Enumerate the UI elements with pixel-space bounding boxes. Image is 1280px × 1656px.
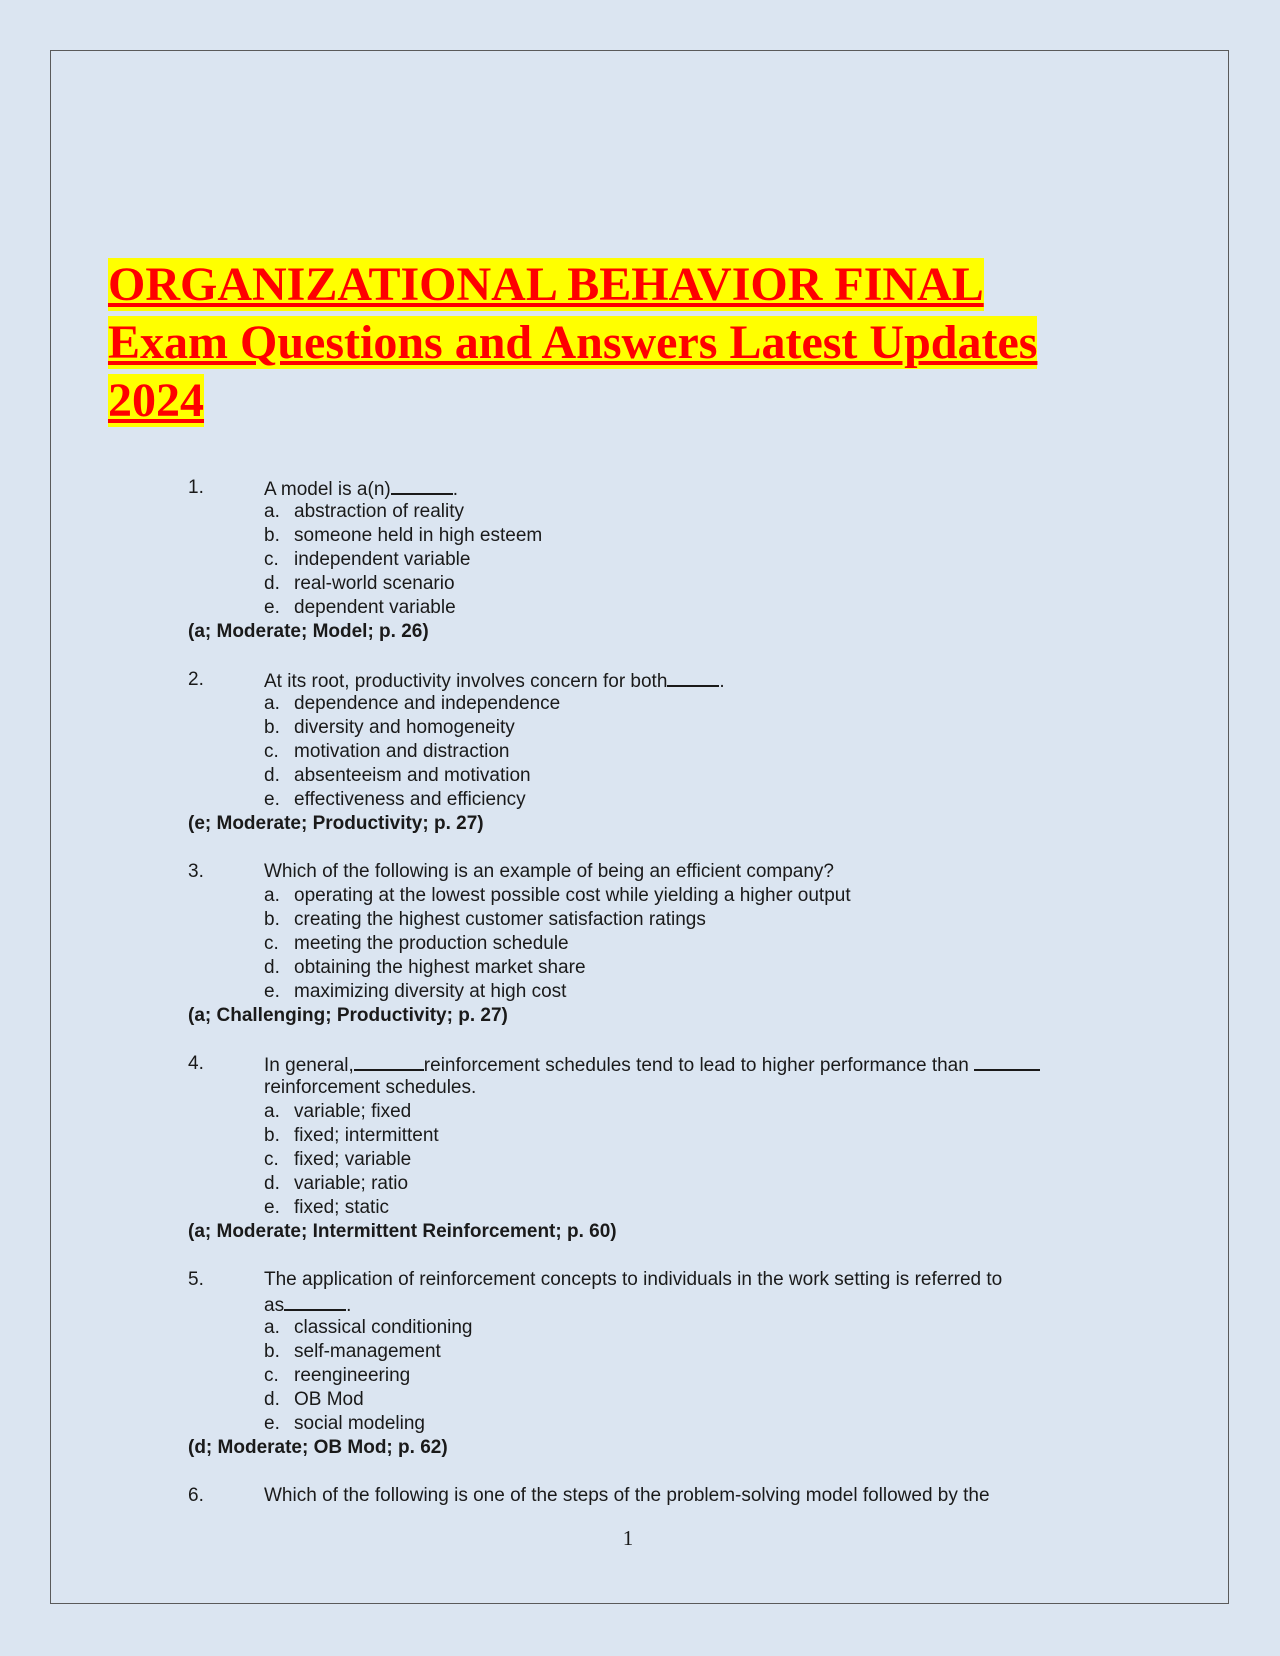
option-b: b. diversity and homogeneity	[264, 717, 515, 738]
question-number: 2.	[188, 669, 204, 690]
question-number: 5.	[188, 1269, 204, 1290]
title-line-1: ORGANIZATIONAL BEHAVIOR FINAL	[108, 258, 984, 311]
option-c: c. independent variable	[264, 549, 471, 570]
option-d: d. obtaining the highest market share	[264, 957, 586, 978]
option-e: e. dependent variable	[264, 597, 456, 618]
question-text-cont: reinforcement schedules.	[264, 1077, 477, 1098]
option-d: d. absenteeism and motivation	[264, 765, 531, 786]
option-c: c. reengineering	[264, 1365, 411, 1386]
option-a: a. abstraction of reality	[264, 501, 465, 522]
document-title	[108, 256, 1158, 430]
option-b: b. creating the highest customer satisfaction ratings	[264, 909, 706, 930]
answer-blank	[974, 1052, 1040, 1071]
question-text: The application of reinforcement concepts to individuals in the work setting is referred to	[264, 1269, 1003, 1290]
question-punct: .	[452, 479, 459, 500]
option-e: e. effectiveness and efficiency	[264, 789, 526, 810]
question-2	[188, 668, 1098, 836]
option-a: a. classical conditioning	[264, 1317, 473, 1338]
question-number: 6.	[188, 1485, 204, 1506]
title-line-3: 2024	[108, 374, 204, 427]
question-punct: .	[346, 1295, 352, 1316]
option-b: b. fixed; intermittent	[264, 1125, 439, 1146]
option-d: d. OB Mod	[264, 1389, 364, 1410]
option-b: b. self-management	[264, 1341, 441, 1362]
question-text: A model is a(n)	[264, 479, 391, 500]
option-e: e. social modeling	[264, 1413, 425, 1434]
option-c: c. meeting the production schedule	[264, 933, 569, 954]
question-number: 1.	[188, 477, 204, 498]
answer-key: (d; Moderate; OB Mod; p. 62)	[188, 1437, 448, 1458]
question-number: 3.	[188, 861, 204, 882]
answer-key: (a; Challenging; Productivity; p. 27)	[188, 1005, 508, 1026]
option-c: c. fixed; variable	[264, 1149, 412, 1170]
question-5	[188, 1268, 1098, 1460]
question-punct: .	[719, 671, 725, 692]
question-number: 4.	[188, 1053, 204, 1074]
option-e: e. maximizing diversity at high cost	[264, 981, 567, 1002]
question-text-mid: reinforcement schedules tend to lead to higher performance than	[423, 1055, 969, 1076]
question-4	[188, 1052, 1098, 1244]
option-c: c. motivation and distraction	[264, 741, 510, 762]
question-3	[188, 860, 1098, 1028]
answer-key: (e; Moderate; Productivity; p. 27)	[188, 813, 484, 834]
answer-blank	[391, 476, 453, 495]
option-a: a. variable; fixed	[264, 1101, 412, 1122]
option-d: d. real-world scenario	[264, 573, 455, 594]
answer-blank	[354, 1052, 424, 1071]
answer-key: (a; Moderate; Model; p. 26)	[188, 621, 429, 642]
answer-blank	[284, 1292, 346, 1311]
option-e: e. fixed; static	[264, 1197, 390, 1218]
question-text: Which of the following is one of the steps of the problem-solving model followed by the	[264, 1485, 990, 1506]
option-d: d. variable; ratio	[264, 1173, 409, 1194]
question-text-start: In general,	[264, 1055, 354, 1076]
answer-blank	[667, 668, 719, 687]
answer-key: (a; Moderate; Intermittent Reinforcement; p. 60)	[188, 1221, 617, 1242]
question-text-cont: as	[264, 1295, 285, 1316]
question-text: Which of the following is an example of being an efficient company?	[264, 861, 834, 882]
page-number: 1	[622, 1526, 634, 1550]
option-b: b. someone held in high esteem	[264, 525, 543, 546]
question-6	[188, 1484, 1098, 1508]
title-line-2: Exam Questions and Answers Latest Updates	[108, 316, 1038, 369]
question-1	[188, 476, 1098, 644]
option-a: a. dependence and independence	[264, 693, 561, 714]
question-text: At its root, productivity involves concern for both	[264, 671, 668, 692]
option-a: a. operating at the lowest possible cost while yielding a higher output	[264, 885, 851, 906]
